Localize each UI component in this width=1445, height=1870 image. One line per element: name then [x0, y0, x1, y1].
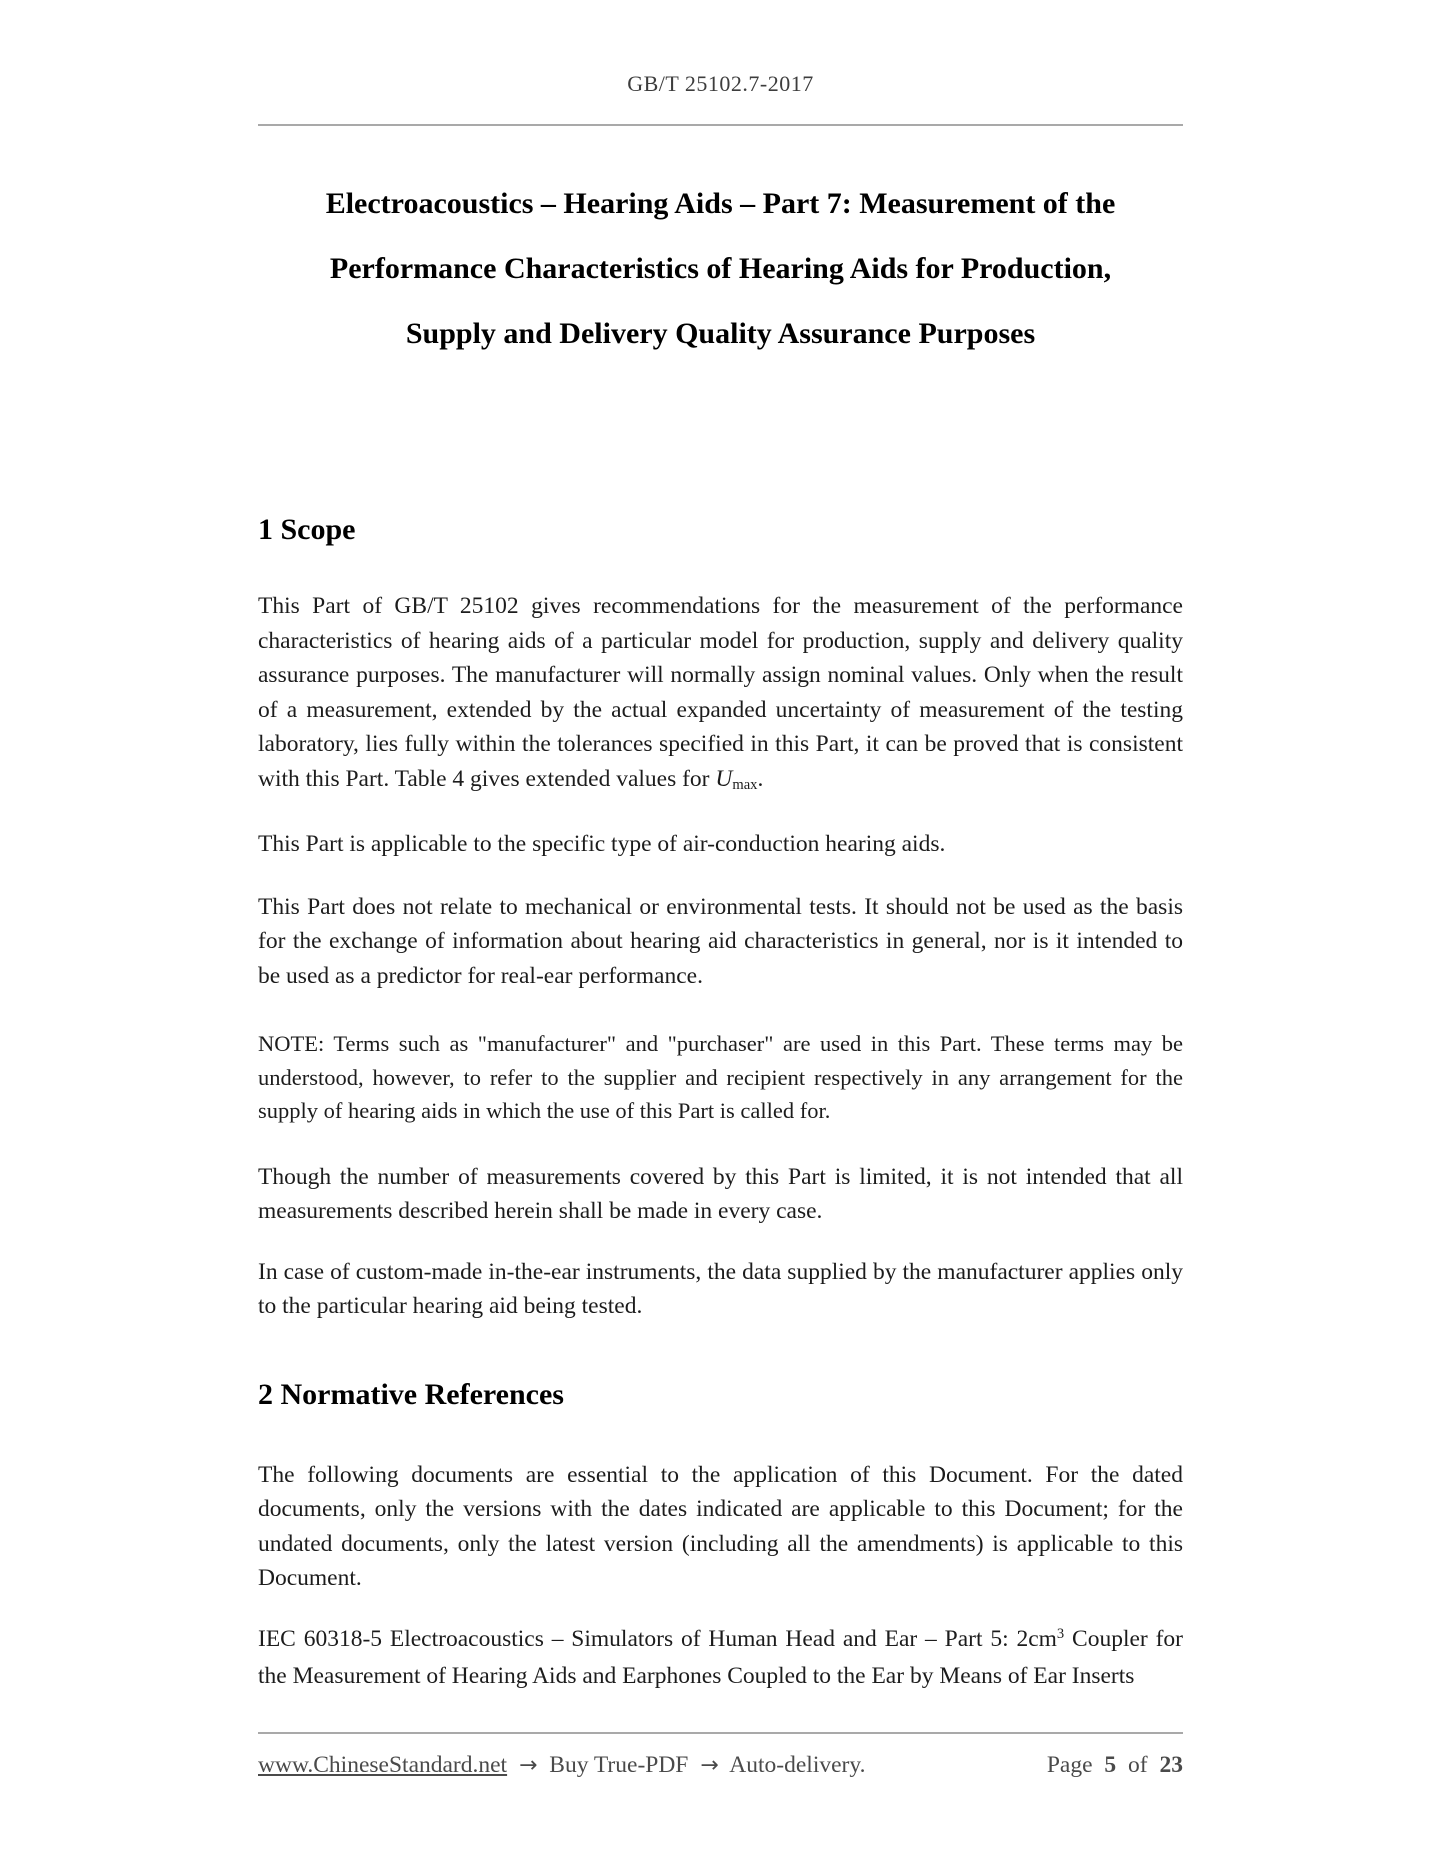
- section-heading-normative-references: 2 Normative References: [258, 1377, 564, 1411]
- normative-reference-iec: [258, 1622, 1183, 1694]
- document-title-line-1: Electroacoustics – Hearing Aids – Part 7: Measurement of the: [325, 187, 1116, 220]
- normative-reference-iec-text-cont: Coupler for the Measurement of Hearing Aids and Earphones Coupled to the Ear by Means of Ear Inserts: [258, 1625, 1183, 1689]
- page-indicator: [1041, 1750, 1183, 1780]
- scope-paragraph-2: This Part is applicable to the specific type of air-conduction hearing aids.: [258, 831, 946, 857]
- page-number: 5: [1104, 1752, 1117, 1778]
- normative-reference-iec-text: IEC 60318-5 Electroacoustics – Simulators of Human Head and Ear – Part 5: 2cm: [258, 1625, 1057, 1652]
- normative-paragraph-1: The following documents are essential to the application of this Document. For the dated documents, only the versions with the dates indicated are applicable to this Document; for the undated documents, only the latest version (including all the amendments) is applicable to this Document.: [258, 1461, 1183, 1591]
- u-max-subscript: max: [732, 777, 758, 794]
- footer-buy-text: Buy True-PDF: [549, 1752, 689, 1778]
- cubic-cm-superscript: 3: [1056, 1625, 1065, 1642]
- standard-code-header: GB/T 25102.7-2017: [627, 71, 814, 96]
- footer-row: [258, 1750, 1183, 1781]
- scope-paragraph-1: [258, 589, 1183, 799]
- scope-paragraph-1-period: .: [757, 765, 764, 792]
- page-content: [258, 70, 1183, 1694]
- chinesestandard-link[interactable]: www.ChineseStandard.net: [258, 1752, 508, 1778]
- document-title: [258, 171, 1183, 366]
- document-title-line-2: Performance Characteristics of Hearing Aids for Production,: [329, 252, 1112, 285]
- u-max-symbol: U: [715, 765, 733, 792]
- header-divider: [258, 124, 1183, 126]
- section-heading-scope: 1 Scope: [258, 513, 356, 546]
- scope-paragraph-1-text: This Part of GB/T 25102 gives recommendations for the measurement of the performance characteristics of hearing aids of a particular model for production, supply and delivery quality assurance purposes. The manufacturer will normally assign nominal values. Only when the result of a measurement, extended by the actual expanded uncertainty of measurement of the testing laboratory, lies fully within the tolerances specified in this Part, it can be proved that is consistent with this Part. Table 4 gives extended values for: [258, 593, 1183, 792]
- footer-delivery-text: Auto-delivery.: [729, 1752, 866, 1778]
- right-arrow-icon: →: [700, 1753, 719, 1778]
- footer-source-line: [258, 1750, 871, 1781]
- scope-paragraph-5: In case of custom-made in-the-ear instruments, the data supplied by the manufacturer applies only to the particular hearing aid being tested.: [258, 1258, 1183, 1319]
- scope-note: NOTE: Terms such as "manufacturer" and "purchaser" are used in this Part. These terms may be understood, however, to refer to the supplier and recipient respectively in any arrangement for the supply of hearing aids in which the use of this Part is called for.: [258, 1031, 1183, 1123]
- page-label: Page: [1046, 1752, 1093, 1778]
- scope-paragraph-3: This Part does not relate to mechanical or environmental tests. It should not be used as the basis for the exchange of information about hearing aid characteristics in general, nor is it intended to be used as a predictor for real-ear performance.: [258, 893, 1183, 989]
- scope-paragraph-4: Though the number of measurements covered by this Part is limited, it is not intended that all measurements described herein shall be made in every case.: [258, 1163, 1183, 1224]
- right-arrow-icon: →: [518, 1753, 538, 1778]
- document-title-line-3: Supply and Delivery Quality Assurance Purposes: [405, 317, 1036, 350]
- footer-divider: [258, 1732, 1183, 1734]
- page-total: 23: [1159, 1752, 1183, 1778]
- page-footer: [258, 1732, 1183, 1781]
- of-label: of: [1128, 1752, 1148, 1778]
